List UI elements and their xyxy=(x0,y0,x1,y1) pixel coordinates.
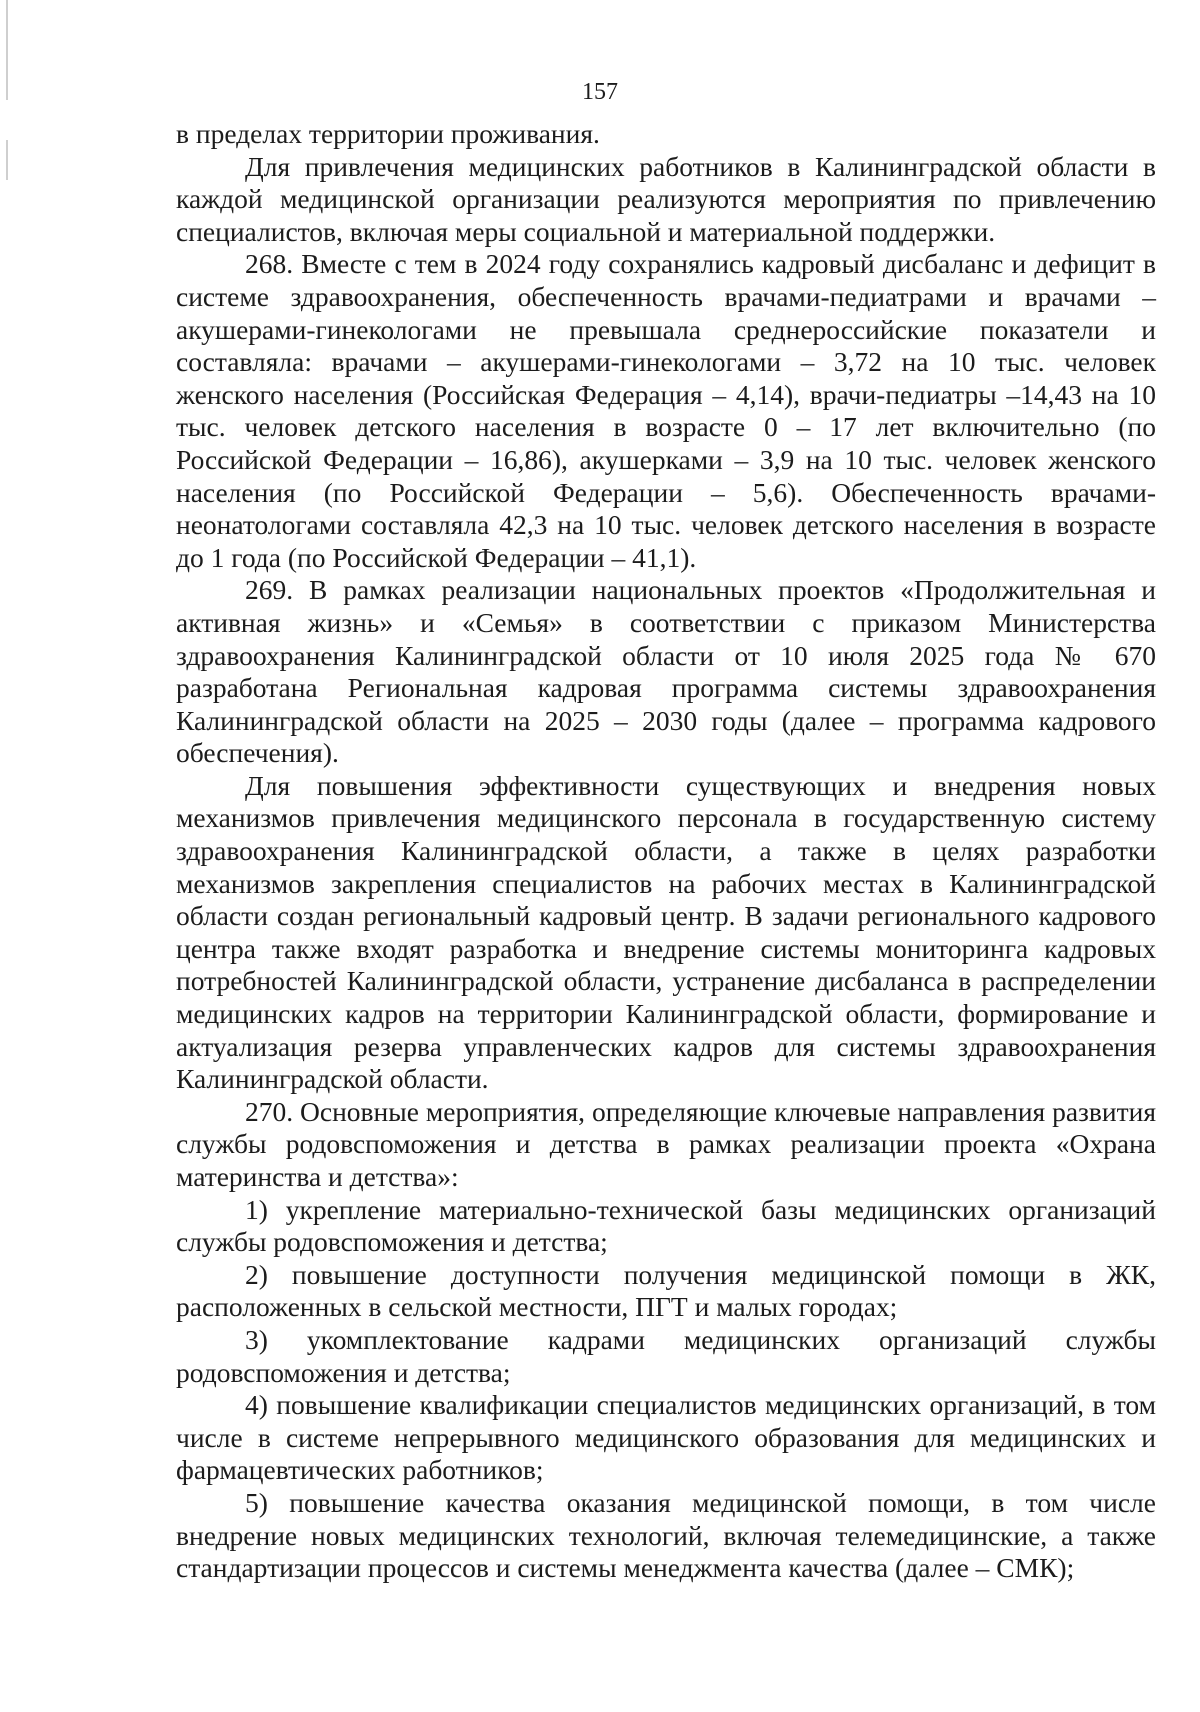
page-number: 157 xyxy=(582,79,618,105)
body-text xyxy=(176,118,1156,1585)
paragraph-270: 270. Основные мероприятия, определяющие ключевые направления развития службы родовспоможения и детства в рамках реализации проекта «Охрана материнства и детства»: xyxy=(176,1095,1156,1192)
list-item-1: 1) укрепление материально-технической базы медицинских организаций службы родовспоможения и детства; xyxy=(176,1193,1156,1258)
list-item-2: 2) повышение доступности получения медицинской помощи в ЖК, расположенных в сельской местности, ПГТ и малых городах; xyxy=(176,1258,1156,1323)
list-item-4: 4) повышение квалификации специалистов медицинских организаций, в том числе в системе непрерывного медицинского образования для медицинских и фармацевтических работников; xyxy=(176,1389,1156,1486)
paragraph: в пределах территории проживания. xyxy=(176,118,600,149)
list-item-5: 5) повышение качества оказания медицинской помощи, в том числе внедрение новых медицинских технологий, включая телемедицинские, а также стандартизации процессов и системы менеджмента качества (далее – СМК); xyxy=(176,1486,1156,1584)
list-item-3: 3) укомплектование кадрами медицинских организаций службы родовспоможения и детства; xyxy=(176,1323,1156,1388)
paragraph-269: 269. В рамках реализации национальных проектов «Продолжительная и активная жизнь» и «Семья» в соответствии с приказом Министерства здравоохранения Калининградской области от 10 июля 2025 года № 670 разработана Региональная кадровая программа системы здравоохранения Калининградской области на 2025 – 2030 годы (далее – программа кадрового обеспечения). xyxy=(176,574,1156,769)
scan-edge-mark xyxy=(6,140,8,180)
paragraph: Для повышения эффективности существующих и внедрения новых механизмов привлечения медицинского персонала в государственную систему здравоохранения Калининградской области, а также в целях разработки механизмов закрепления специалистов на рабочих местах в Калининградской области создан региональный кадровый центр. В задачи регионального кадрового центра также входят разработка и внедрение системы мониторинга кадровых потребностей Калининградской области, устранение дисбаланса в распределении медицинских кадров на территории Калининградской области, формирование и актуализация резерва управленческих кадров для системы здравоохранения Калининградской области. xyxy=(176,769,1156,1095)
paragraph-268: 268. Вместе с тем в 2024 году сохранялись кадровый дисбаланс и дефицит в системе здравоохранения, обеспеченность врачами-педиатрами и врачами – акушерами-гинекологами не превышала среднероссийские показатели и составляла: врачами – акушерами-гинекологами – 3,72 на 10 тыс. человек женского населения (Российская Федерация – 4,14), врачи-педиатры –14,43 на 10 тыс. человек детского населения в возрасте 0 – 17 лет включительно (по Российской Федерации – 16,86), акушерками – 3,9 на 10 тыс. человек женского населения (по Российской Федерации – 5,6). Обеспеченность врачами-неонатологами составляла 42,3 на 10 тыс. человек детского населения в возрасте до 1 года (по Российской Федерации – 41,1). xyxy=(176,248,1156,573)
paragraph: Для привлечения медицинских работников в Калининградской области в каждой медицинской организации реализуются мероприятия по привлечению специалистов, включая меры социальной и материальной поддержки. xyxy=(176,150,1156,247)
